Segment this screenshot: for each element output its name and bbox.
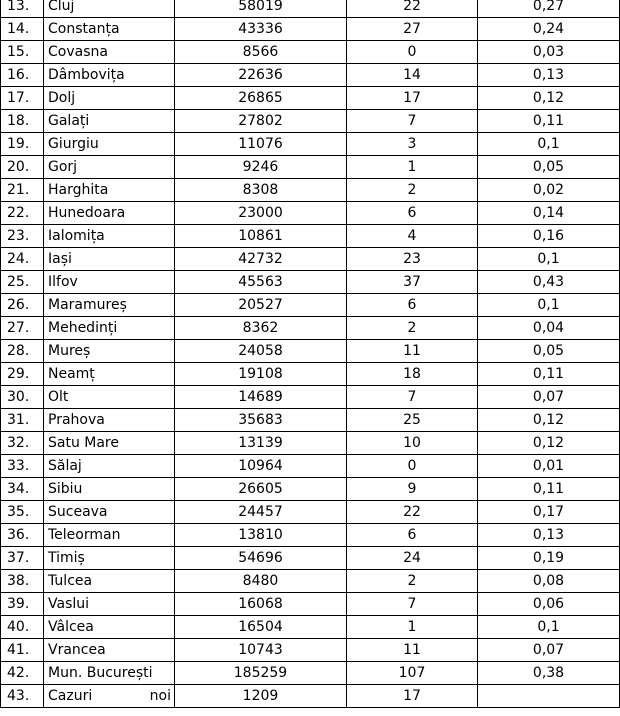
county-name: Vaslui — [44, 593, 175, 616]
cases-value: 0 — [347, 41, 478, 64]
row-number: 42. — [1, 662, 44, 685]
row-number: 30. — [1, 386, 44, 409]
cases-value: 2 — [347, 317, 478, 340]
county-name: Maramureș — [44, 294, 175, 317]
row-number: 34. — [1, 478, 44, 501]
table-row — [1, 225, 620, 248]
table-row — [1, 386, 620, 409]
row-number: 18. — [1, 110, 44, 133]
population-value: 24457 — [175, 501, 347, 524]
county-name: Satu Mare — [44, 432, 175, 455]
row-number: 25. — [1, 271, 44, 294]
population-value: 19108 — [175, 363, 347, 386]
county-name: Timiș — [44, 547, 175, 570]
population-value: 54696 — [175, 547, 347, 570]
row-number: 17. — [1, 87, 44, 110]
rate-value: 0,12 — [478, 432, 620, 455]
table-row — [1, 478, 620, 501]
table-row — [1, 363, 620, 386]
cases-value: 25 — [347, 409, 478, 432]
rate-value: 0,06 — [478, 593, 620, 616]
population-value: 8308 — [175, 179, 347, 202]
county-name: Ialomița — [44, 225, 175, 248]
rate-value: 0,11 — [478, 363, 620, 386]
county-name: Galați — [44, 110, 175, 133]
table-row — [1, 501, 620, 524]
table-row — [1, 271, 620, 294]
row-number: 31. — [1, 409, 44, 432]
population-value: 24058 — [175, 340, 347, 363]
rate-value: 0,14 — [478, 202, 620, 225]
row-number: 15. — [1, 41, 44, 64]
table-row — [1, 202, 620, 225]
table-row — [1, 409, 620, 432]
population-value: 42732 — [175, 248, 347, 271]
rate-value: 0,1 — [478, 294, 620, 317]
cases-value: 2 — [347, 179, 478, 202]
population-value: 45563 — [175, 271, 347, 294]
rate-value: 0,04 — [478, 317, 620, 340]
population-value: 26605 — [175, 478, 347, 501]
table-row — [1, 0, 620, 18]
table-row — [1, 156, 620, 179]
cases-value: 9 — [347, 478, 478, 501]
rate-value: 0,01 — [478, 455, 620, 478]
cases-value: 3 — [347, 133, 478, 156]
table-row — [1, 248, 620, 271]
row-number: 36. — [1, 524, 44, 547]
row-number: 24. — [1, 248, 44, 271]
county-name: Suceava — [44, 501, 175, 524]
county-name: Cluj — [44, 0, 175, 18]
county-name: Sălaj — [44, 455, 175, 478]
population-value: 13139 — [175, 432, 347, 455]
table-row — [1, 455, 620, 478]
cases-value: 6 — [347, 294, 478, 317]
county-name: Ilfov — [44, 271, 175, 294]
population-value: 16504 — [175, 616, 347, 639]
row-number: 21. — [1, 179, 44, 202]
county-name: Harghita — [44, 179, 175, 202]
rate-value: 0,03 — [478, 41, 620, 64]
cases-value: 24 — [347, 547, 478, 570]
table-row — [1, 41, 620, 64]
cases-value: 1 — [347, 616, 478, 639]
row-number: 22. — [1, 202, 44, 225]
rate-value: 0,05 — [478, 340, 620, 363]
population-value: 14689 — [175, 386, 347, 409]
cases-value: 7 — [347, 386, 478, 409]
table-row — [1, 524, 620, 547]
table-body — [1, 0, 620, 708]
table-row — [1, 133, 620, 156]
rate-value: 0,1 — [478, 616, 620, 639]
rate-value: 0,07 — [478, 639, 620, 662]
row-number: 20. — [1, 156, 44, 179]
population-value: 13810 — [175, 524, 347, 547]
county-name: Dâmbovița — [44, 64, 175, 87]
population-value: 27802 — [175, 110, 347, 133]
table-row — [1, 593, 620, 616]
population-value: 10861 — [175, 225, 347, 248]
cases-value: 11 — [347, 639, 478, 662]
population-value: 10964 — [175, 455, 347, 478]
row-number: 40. — [1, 616, 44, 639]
population-value: 8480 — [175, 570, 347, 593]
table-row — [1, 639, 620, 662]
cases-value: 17 — [347, 685, 478, 708]
county-name: Vâlcea — [44, 616, 175, 639]
cases-value: 11 — [347, 340, 478, 363]
rate-value: 0,19 — [478, 547, 620, 570]
cases-value: 6 — [347, 202, 478, 225]
cases-value: 4 — [347, 225, 478, 248]
population-value: 10743 — [175, 639, 347, 662]
cases-value: 107 — [347, 662, 478, 685]
county-name: Teleorman — [44, 524, 175, 547]
population-value: 23000 — [175, 202, 347, 225]
rate-value: 0,27 — [478, 0, 620, 18]
rate-value: 0,11 — [478, 110, 620, 133]
table-row — [1, 616, 620, 639]
table-row — [1, 18, 620, 41]
row-number: 29. — [1, 363, 44, 386]
table-row — [1, 294, 620, 317]
row-number: 19. — [1, 133, 44, 156]
population-value: 8362 — [175, 317, 347, 340]
table-row — [1, 317, 620, 340]
rate-value: 0,43 — [478, 271, 620, 294]
table-row — [1, 87, 620, 110]
table-row-total — [1, 685, 620, 708]
row-number: 27. — [1, 317, 44, 340]
county-name: Olt — [44, 386, 175, 409]
rate-value: 0,12 — [478, 409, 620, 432]
rate-value: 0,16 — [478, 225, 620, 248]
county-name: Vrancea — [44, 639, 175, 662]
cases-value: 22 — [347, 501, 478, 524]
row-number: 35. — [1, 501, 44, 524]
rate-value: 0,24 — [478, 18, 620, 41]
row-number: 38. — [1, 570, 44, 593]
county-name: Gorj — [44, 156, 175, 179]
row-number: 23. — [1, 225, 44, 248]
county-name: Prahova — [44, 409, 175, 432]
row-number: 43. — [1, 685, 44, 708]
population-value: 185259 — [175, 662, 347, 685]
cases-value: 6 — [347, 524, 478, 547]
table-row — [1, 64, 620, 87]
cases-value: 23 — [347, 248, 478, 271]
rate-value: 0,11 — [478, 478, 620, 501]
table-row — [1, 570, 620, 593]
rate-value: 0,17 — [478, 501, 620, 524]
rate-value: 0,02 — [478, 179, 620, 202]
row-number: 37. — [1, 547, 44, 570]
county-name: Mehedinți — [44, 317, 175, 340]
population-value: 22636 — [175, 64, 347, 87]
table-row — [1, 662, 620, 685]
rate-value: 0,1 — [478, 248, 620, 271]
rate-value: 0,08 — [478, 570, 620, 593]
county-name: Mureș — [44, 340, 175, 363]
new-cases-label — [44, 685, 175, 708]
cases-value: 10 — [347, 432, 478, 455]
county-name: Neamț — [44, 363, 175, 386]
cases-value: 7 — [347, 110, 478, 133]
cases-value: 0 — [347, 455, 478, 478]
rate-value: 0,13 — [478, 64, 620, 87]
population-value: 11076 — [175, 133, 347, 156]
population-value: 58019 — [175, 0, 347, 18]
cases-value: 7 — [347, 593, 478, 616]
rate-value: 0,13 — [478, 524, 620, 547]
population-value: 8566 — [175, 41, 347, 64]
table-row — [1, 547, 620, 570]
cases-value: 37 — [347, 271, 478, 294]
cases-value: 22 — [347, 0, 478, 18]
row-number: 28. — [1, 340, 44, 363]
row-number: 14. — [1, 18, 44, 41]
cases-value: 18 — [347, 363, 478, 386]
row-number: 16. — [1, 64, 44, 87]
population-value: 26865 — [175, 87, 347, 110]
population-value: 9246 — [175, 156, 347, 179]
population-value: 20527 — [175, 294, 347, 317]
rate-value: 0,05 — [478, 156, 620, 179]
rate-value: 0,07 — [478, 386, 620, 409]
population-value: 35683 — [175, 409, 347, 432]
row-number: 26. — [1, 294, 44, 317]
cases-value: 17 — [347, 87, 478, 110]
table-row — [1, 340, 620, 363]
county-name: Giurgiu — [44, 133, 175, 156]
population-value: 16068 — [175, 593, 347, 616]
rate-value: 0,38 — [478, 662, 620, 685]
county-name: Sibiu — [44, 478, 175, 501]
county-name: Constanța — [44, 18, 175, 41]
county-name: Mun. București — [44, 662, 175, 685]
row-number: 33. — [1, 455, 44, 478]
county-name: Iași — [44, 248, 175, 271]
cases-value: 14 — [347, 64, 478, 87]
row-number: 39. — [1, 593, 44, 616]
population-value: 1209 — [175, 685, 347, 708]
new-cases-label-left: Cazuri — [48, 688, 93, 704]
rate-value — [478, 685, 620, 708]
county-name: Covasna — [44, 41, 175, 64]
county-name: Hunedoara — [44, 202, 175, 225]
cases-value: 2 — [347, 570, 478, 593]
table-row — [1, 432, 620, 455]
table-row — [1, 179, 620, 202]
population-value: 43336 — [175, 18, 347, 41]
row-number: 32. — [1, 432, 44, 455]
rate-value: 0,12 — [478, 87, 620, 110]
county-name: Tulcea — [44, 570, 175, 593]
cases-value: 27 — [347, 18, 478, 41]
row-number: 13. — [1, 0, 44, 18]
cases-value: 1 — [347, 156, 478, 179]
county-name: Dolj — [44, 87, 175, 110]
row-number: 41. — [1, 639, 44, 662]
table-row — [1, 110, 620, 133]
new-cases-label-right: noi — [149, 688, 171, 704]
rate-value: 0,1 — [478, 133, 620, 156]
